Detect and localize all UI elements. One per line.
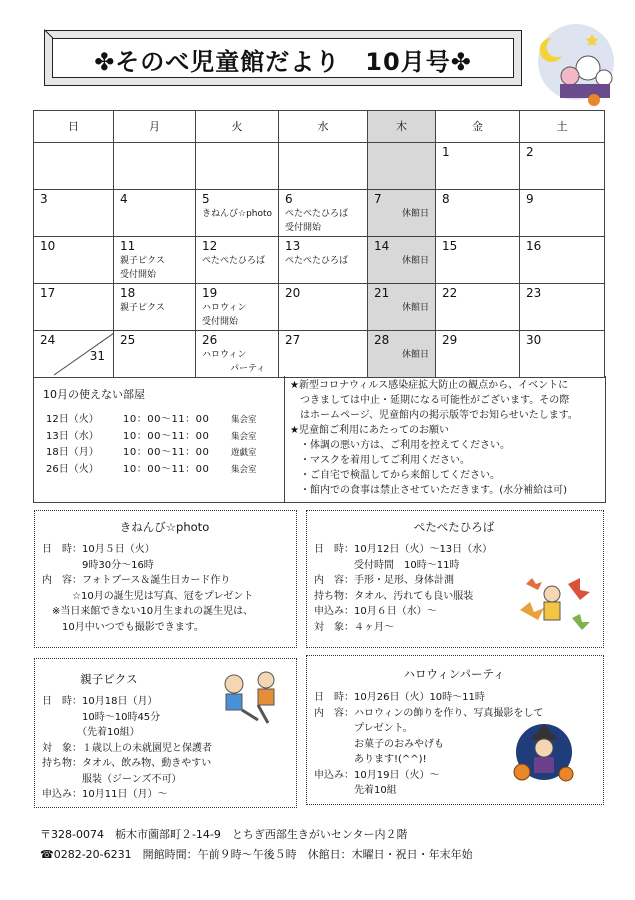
calendar-day [436,284,520,331]
room-name: 集会室 [231,415,257,425]
calendar-header-row [34,111,605,143]
day-event: ぺたぺたひろば [285,209,349,219]
calendar-day [520,284,605,331]
day-number: 8 [442,192,450,206]
room-date: 12日（火） [46,414,99,425]
calendar-day [34,284,114,331]
day-event: 受付開始 [285,223,322,233]
notice-line: ★児童館ご利用にあたってのお願い [290,425,449,436]
day-number: 28 [374,333,390,347]
day-number: 2 [526,145,534,159]
oyako-details [42,694,212,803]
weekday-sat: 土 [520,111,605,143]
notice-line: ・体調の悪い方は、ご利用を控えてください。 [290,440,510,451]
detail-line: 先着10組 [314,785,397,796]
detail-line: お菓子のおみやげも [314,738,444,750]
notice-line: ・マスクを着用してご利用ください。 [290,455,470,466]
calendar-day [114,143,196,190]
closed-day-label: 休館日 [401,350,429,360]
footer-contact: ☎0282-20-6231 開館時間：午前９時～午後５時 休館日：木曜日・祝日・年末年始 [40,848,473,861]
calendar-day [34,237,114,284]
detail-line: （先着10組） [42,727,140,738]
weekday-mon: 月 [114,111,196,143]
room-date: 18日（月） [46,447,99,458]
day-number: 30 [526,333,542,347]
info-divider [284,376,285,502]
calendar-day [520,190,605,237]
calendar-day [436,190,520,237]
detail-line: 日 時：10月26日（火）10時～11時 [314,692,485,703]
detail-line: 10月中いつでも撮影できます。 [42,621,204,633]
detail-line: 申込み：10月19日（火）～ [314,769,440,781]
calendar-day [436,143,520,190]
detail-line: 9時30分～16時 [42,559,154,571]
detail-line: ☆10月の誕生児は写真、冠をプレゼント [42,590,254,602]
day-number: 27 [285,333,301,347]
day-event: きねんび☆photo [202,209,273,219]
detail-line: プレゼント。 [314,723,413,734]
calendar-day [196,237,279,284]
day-number: 25 [120,333,136,347]
unavailable-rooms-list [46,412,257,478]
autumn-leaves-illustration [512,570,592,636]
detail-line: 内 容：フォトブース＆誕生日カード作り [42,575,231,586]
calendar-day [196,190,279,237]
witch-pumpkin-illustration [506,722,582,784]
list-item [46,412,257,429]
list-item [46,462,257,479]
covid-notice [290,378,602,498]
unavailable-rooms-title: 10月の使えない部屋 [43,388,145,401]
weekday-thu: 木 [368,111,436,143]
detail-line: ※当日来館できない10月生まれの誕生児は、 [42,606,254,617]
detail-line: 日 時：10月５日（火） [42,544,155,555]
detail-line: 内 容：手形・足形、身体計測 [314,575,454,586]
calendar-day [114,284,196,331]
notice-line: はホームページ、児童館内の掲示版等でお知らせいたします。 [290,410,578,421]
day-number: 6 [285,192,293,206]
weekday-fri: 金 [436,111,520,143]
calendar-day [279,143,368,190]
calendar-day [520,143,605,190]
room-time: 10：00～11：00 [123,447,210,458]
day-number: 23 [526,286,542,300]
day-event: ぺたぺたひろば [285,256,349,266]
calendar-day-split [34,331,114,378]
day-number: 31 [89,349,105,363]
day-number: 18 [120,286,136,300]
room-name: 集会室 [231,464,257,475]
day-number: 22 [442,286,458,300]
calendar-week [34,331,605,378]
day-number: 15 [442,239,458,253]
calendar-day [114,237,196,284]
day-number: 21 [374,286,390,300]
calendar-day [196,284,279,331]
day-number: 5 [202,192,210,206]
calendar-day [520,237,605,284]
day-number: 10 [40,239,56,253]
calendar-day [368,331,436,378]
detail-line: 申込み：10月６日（水）～ [314,606,437,617]
calendar-day [196,143,279,190]
day-number: 12 [202,239,218,253]
calendar-day [196,331,279,378]
closed-day-label: 休館日 [401,303,429,313]
day-number: 16 [526,239,542,253]
calendar-week [34,190,605,237]
notice-line: ・館内での食事は禁止させていただきます。(水分補給は可) [290,485,568,496]
detail-line: 持ち物：タオル、飲み物、動きやすい [42,758,212,769]
day-event: ハロウィン [202,303,247,313]
detail-line: 日 時：10月18日（月） [42,696,158,707]
day-number: 17 [40,286,56,300]
page-title: ✤そのべ児童館だより 10月号✤ [94,48,472,76]
detail-line: 受付時間 10時～11時 [314,559,460,571]
room-name: 遊戯室 [231,448,257,458]
day-event: 受付開始 [202,317,239,327]
detail-line: 対 象：４ヶ月～ [314,621,394,633]
calendar-week [34,143,605,190]
october-calendar [33,110,605,378]
calendar-day [279,284,368,331]
calendar-week [34,237,605,284]
room-time: 10：00～11：00 [123,414,210,425]
oyako-title: 親子ピクス [80,672,138,686]
calendar-day [114,331,196,378]
room-date: 26日（火） [46,463,99,475]
calendar-day [368,190,436,237]
calendar-day [436,237,520,284]
day-event: ハロウィン [202,350,247,360]
day-event: 受付開始 [120,270,157,280]
petapeta-title: ぺたぺたひろば [413,520,495,534]
day-number: 3 [40,192,48,206]
detail-line: あります!(^^)! [314,754,427,765]
calendar-day [114,190,196,237]
day-number: 14 [374,239,390,253]
day-number: 20 [285,286,301,300]
list-item [46,429,257,446]
petapeta-details [314,542,492,635]
day-event: 親子ピクス [120,256,165,266]
day-number: 4 [120,192,128,206]
day-number: 7 [374,192,382,206]
day-number: 13 [285,239,301,253]
kinenbi-title: きねんび☆photo [119,520,210,534]
exercising-children-illustration [214,670,290,730]
day-number: 19 [202,286,218,300]
detail-line: 日 時：10月12日（火）～13日（水） [314,544,493,555]
detail-line: 持ち物：タオル、汚れても良い服装 [314,590,474,602]
closed-day-label: 休館日 [401,256,429,266]
notice-line: ★新型コロナウィルス感染症拡大防止の観点から、イベントに [290,380,569,391]
calendar-day [368,143,436,190]
detail-line: 10時～10時45分 [42,711,161,723]
day-event: パーティ [230,364,266,374]
kinenbi-details [42,542,253,635]
day-number: 24 [40,333,56,347]
room-time: 10：00～11：00 [123,463,210,475]
room-name: 集会室 [231,431,257,442]
day-event: ぺたぺたひろば [202,256,266,266]
day-event: 親子ピクス [120,303,165,313]
room-time: 10：00～11：00 [123,430,210,442]
calendar-day [368,237,436,284]
notice-line: つきましては中止・延期になる可能性がございます。その際 [290,395,570,406]
calendar-day [34,143,114,190]
day-number: 11 [120,239,136,253]
footer-address: 〒328-0074 栃木市薗部町２-14-9 とちぎ西部生きがいセンター内２階 [40,828,408,841]
detail-line: 対 象：１歳以上の未就園児と保護者 [42,742,212,754]
list-item [46,445,257,462]
day-number: 1 [442,145,450,159]
room-date: 13日（水） [46,430,99,442]
detail-line: 服装（ジーンズ不可） [42,773,182,785]
detail-line: 内 容：ハロウィンの飾りを作り、写真撮影をして [314,707,544,719]
halloween-moon-illustration [530,22,622,108]
newsletter-title-frame [44,30,522,86]
weekday-wed: 水 [279,111,368,143]
day-number: 9 [526,192,534,206]
day-number: 29 [442,333,458,347]
weekday-tue: 火 [196,111,279,143]
halloween-title: ハロウィンパーティ [403,667,505,681]
detail-line: 申込み：10月11日（月）～ [42,789,168,800]
calendar-day [368,284,436,331]
calendar-day [436,331,520,378]
calendar-day [279,237,368,284]
closed-day-label: 休館日 [401,209,429,219]
calendar-day [279,331,368,378]
calendar-day [279,190,368,237]
day-number: 26 [202,333,218,347]
calendar-day [34,190,114,237]
calendar-day [520,331,605,378]
weekday-sun: 日 [34,111,114,143]
notice-line: ・ご自宅で検温してから来館してください。 [290,470,500,481]
calendar-week [34,284,605,331]
